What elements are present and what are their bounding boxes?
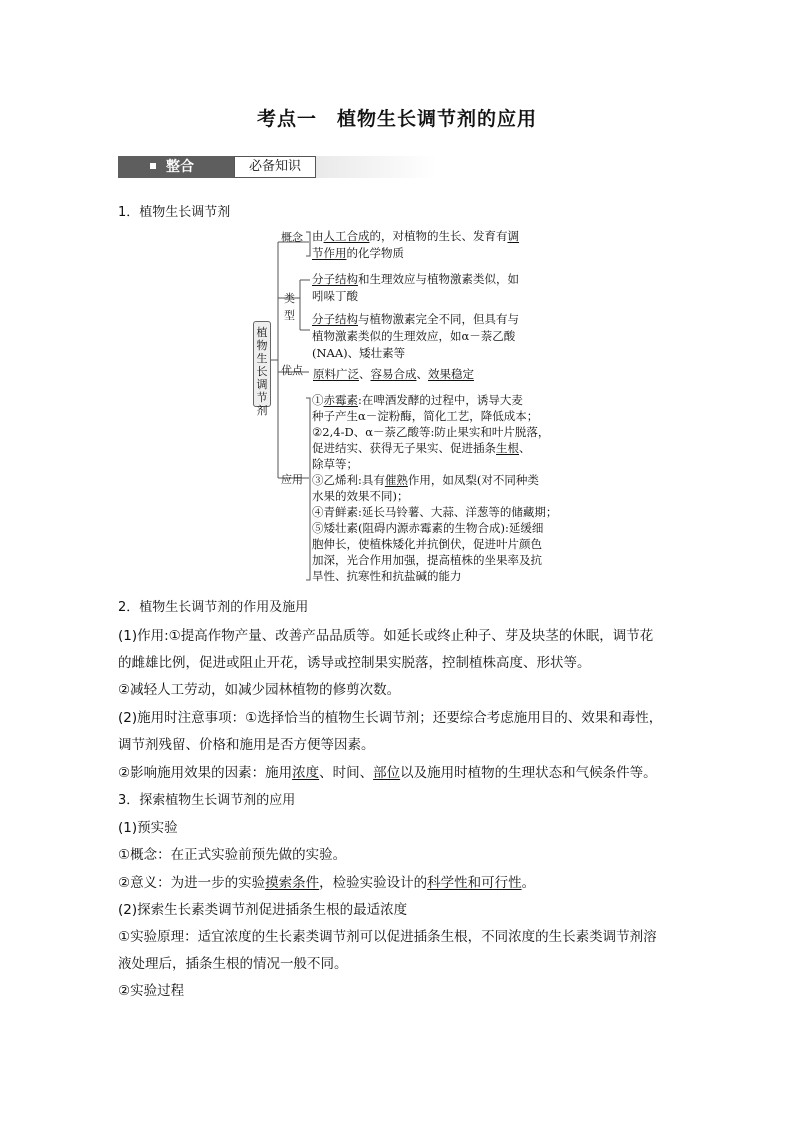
section-tag-label: 整合	[166, 159, 194, 175]
branch-label-type-1: 类	[284, 292, 295, 305]
s3-line-3	[118, 871, 535, 891]
type-sub2-line-2: 植物激素类似的生理效应，如α－萘乙酸	[312, 329, 516, 343]
text: 、	[416, 367, 428, 381]
text: 作用，如凤梨(对不同种类	[407, 473, 539, 487]
text: 、	[359, 367, 371, 381]
text: ②意义：为进一步的实验	[118, 875, 266, 891]
diagram-root: 植物生长调节剂	[253, 321, 271, 407]
type-sub2-line-1	[312, 311, 519, 327]
text: ①	[312, 393, 324, 407]
text: 促进结实、获得无子果实、促进插条	[312, 441, 496, 455]
branch-label-type-2: 型	[284, 309, 295, 322]
s2-line-1: (1)作用:①提高作物产量、改善产品品质等。如延长或终止种子、芽及块茎的休眠，调节花	[118, 628, 654, 644]
application-line-10: 胞伸长，使植株矮化并抗倒伏，促进叶片颜色	[312, 537, 542, 551]
underlined-term: 原料广泛	[313, 367, 359, 381]
section-heading-2: 2．植物生长调节剂的作用及施用	[118, 600, 309, 615]
section-box: 必备知识	[234, 156, 316, 178]
underlined-term: 催熟	[384, 473, 408, 487]
s2-line-3: ②减轻人工劳动，如减少园林植物的修剪次数。	[118, 682, 401, 698]
s2-line-5: 调节剂残留、价格和施用是否方便等因素。	[118, 737, 375, 753]
underlined-term: 生根	[496, 441, 519, 455]
underlined-term: 人工合成	[323, 229, 370, 243]
s3-line-6: 液处理后，插条生根的情况一般不同。	[118, 956, 348, 972]
text: 、时间、	[319, 765, 374, 781]
underlined-term: 分子结构	[312, 272, 358, 286]
application-line-12: 旱性、抗寒性和抗盐碱的能力	[312, 569, 462, 583]
underlined-term: 浓度	[292, 765, 320, 781]
underlined-term: 部位	[373, 765, 401, 781]
underlined-term: 调	[507, 229, 519, 243]
application-line-6	[312, 472, 539, 488]
concept-line-2	[312, 245, 404, 261]
application-line-4	[312, 440, 531, 456]
page-title: 考点一 植物生长调节剂的应用	[256, 108, 537, 130]
underlined-term: 节作用	[312, 246, 347, 260]
type-sub1-line-2: 吲哚丁酸	[312, 289, 358, 303]
application-line-5: 除草等；	[312, 457, 358, 471]
s2-line-6	[118, 761, 657, 781]
advantage-line	[313, 366, 474, 382]
underlined-term: 分子结构	[312, 312, 358, 326]
text: 的，对植物的生长、发育有	[369, 229, 508, 243]
underlined-term: 容易合成	[370, 367, 417, 381]
s2-line-4: (2)施用时注意事项：①选择恰当的植物生长调节剂；还要综合考虑施用目的、效果和毒性，	[118, 710, 663, 726]
s2-line-2: 的雌雄比例，促进或阻止开花，诱导或控制果实脱落，控制植株高度、形状等。	[118, 655, 591, 671]
branch-label-advantage: 优点	[281, 364, 303, 377]
underlined-term: 科学性和可行性	[427, 875, 522, 891]
s3-line-2: ①概念：在正式实验前预先做的实验。	[118, 847, 347, 863]
text: 和生理效应与植物激素类似，如	[358, 272, 519, 286]
s3-line-1: (1)预实验	[118, 820, 178, 836]
text: 与植物激素完全不同，但具有与	[358, 312, 519, 326]
type-sub2-line-3: (NAA)、矮壮素等	[312, 346, 406, 360]
text: 以及施用时植物的生理状态和气候条件等。	[400, 765, 657, 781]
application-line-3: ②2,4-D、α－萘乙酸等:防止果实和叶片脱落，	[312, 425, 550, 439]
application-line-7: 水果的效果不同)；	[312, 489, 409, 503]
underlined-term: 摸索条件	[265, 875, 320, 891]
type-sub1-line-1	[312, 271, 519, 287]
branch-label-application: 应用	[281, 473, 303, 486]
application-line-8: ④青鲜素:延长马铃薯、大蒜、洋葱等的储藏期；	[312, 505, 558, 519]
text: :在啤酒发酵的过程中，诱导大麦	[358, 393, 523, 407]
underlined-term: 效果稳定	[428, 367, 474, 381]
branch-label-concept: 概念	[281, 231, 303, 244]
text: 。	[521, 875, 536, 891]
s3-line-5: ①实验原理：适宜浓度的生长素类调节剂可以促进插条生根，不同浓度的生长素类调节剂溶	[118, 929, 657, 945]
text: ②影响施用效果的因素：施用	[118, 765, 293, 781]
text: ，检验实验设计的	[319, 875, 428, 891]
s3-line-7: ②实验过程	[118, 983, 185, 999]
s3-line-4: (2)探索生长素类调节剂促进插条生根的最适浓度	[118, 902, 408, 918]
application-line-11: 加深，光合作用加强，提高植株的坐果率及抗	[312, 553, 542, 567]
text: ③乙烯利:具有	[312, 473, 385, 487]
text: 的化学物质	[346, 246, 404, 260]
text: 、	[519, 441, 531, 455]
concept-line-1	[312, 228, 519, 244]
application-line-9: ⑤矮壮素(阻碍内源赤霉素的生物合成):延缓细	[312, 521, 544, 535]
underlined-term: 赤霉素	[323, 393, 358, 407]
section-heading-1: 1．植物生长调节剂	[118, 205, 231, 220]
section-heading-3: 3．探索植物生长调节剂的应用	[118, 793, 296, 808]
text: 由	[312, 229, 324, 243]
application-line-2: 种子产生α－淀粉酶，简化工艺，降低成本；	[312, 409, 539, 423]
application-line-1	[312, 392, 523, 408]
